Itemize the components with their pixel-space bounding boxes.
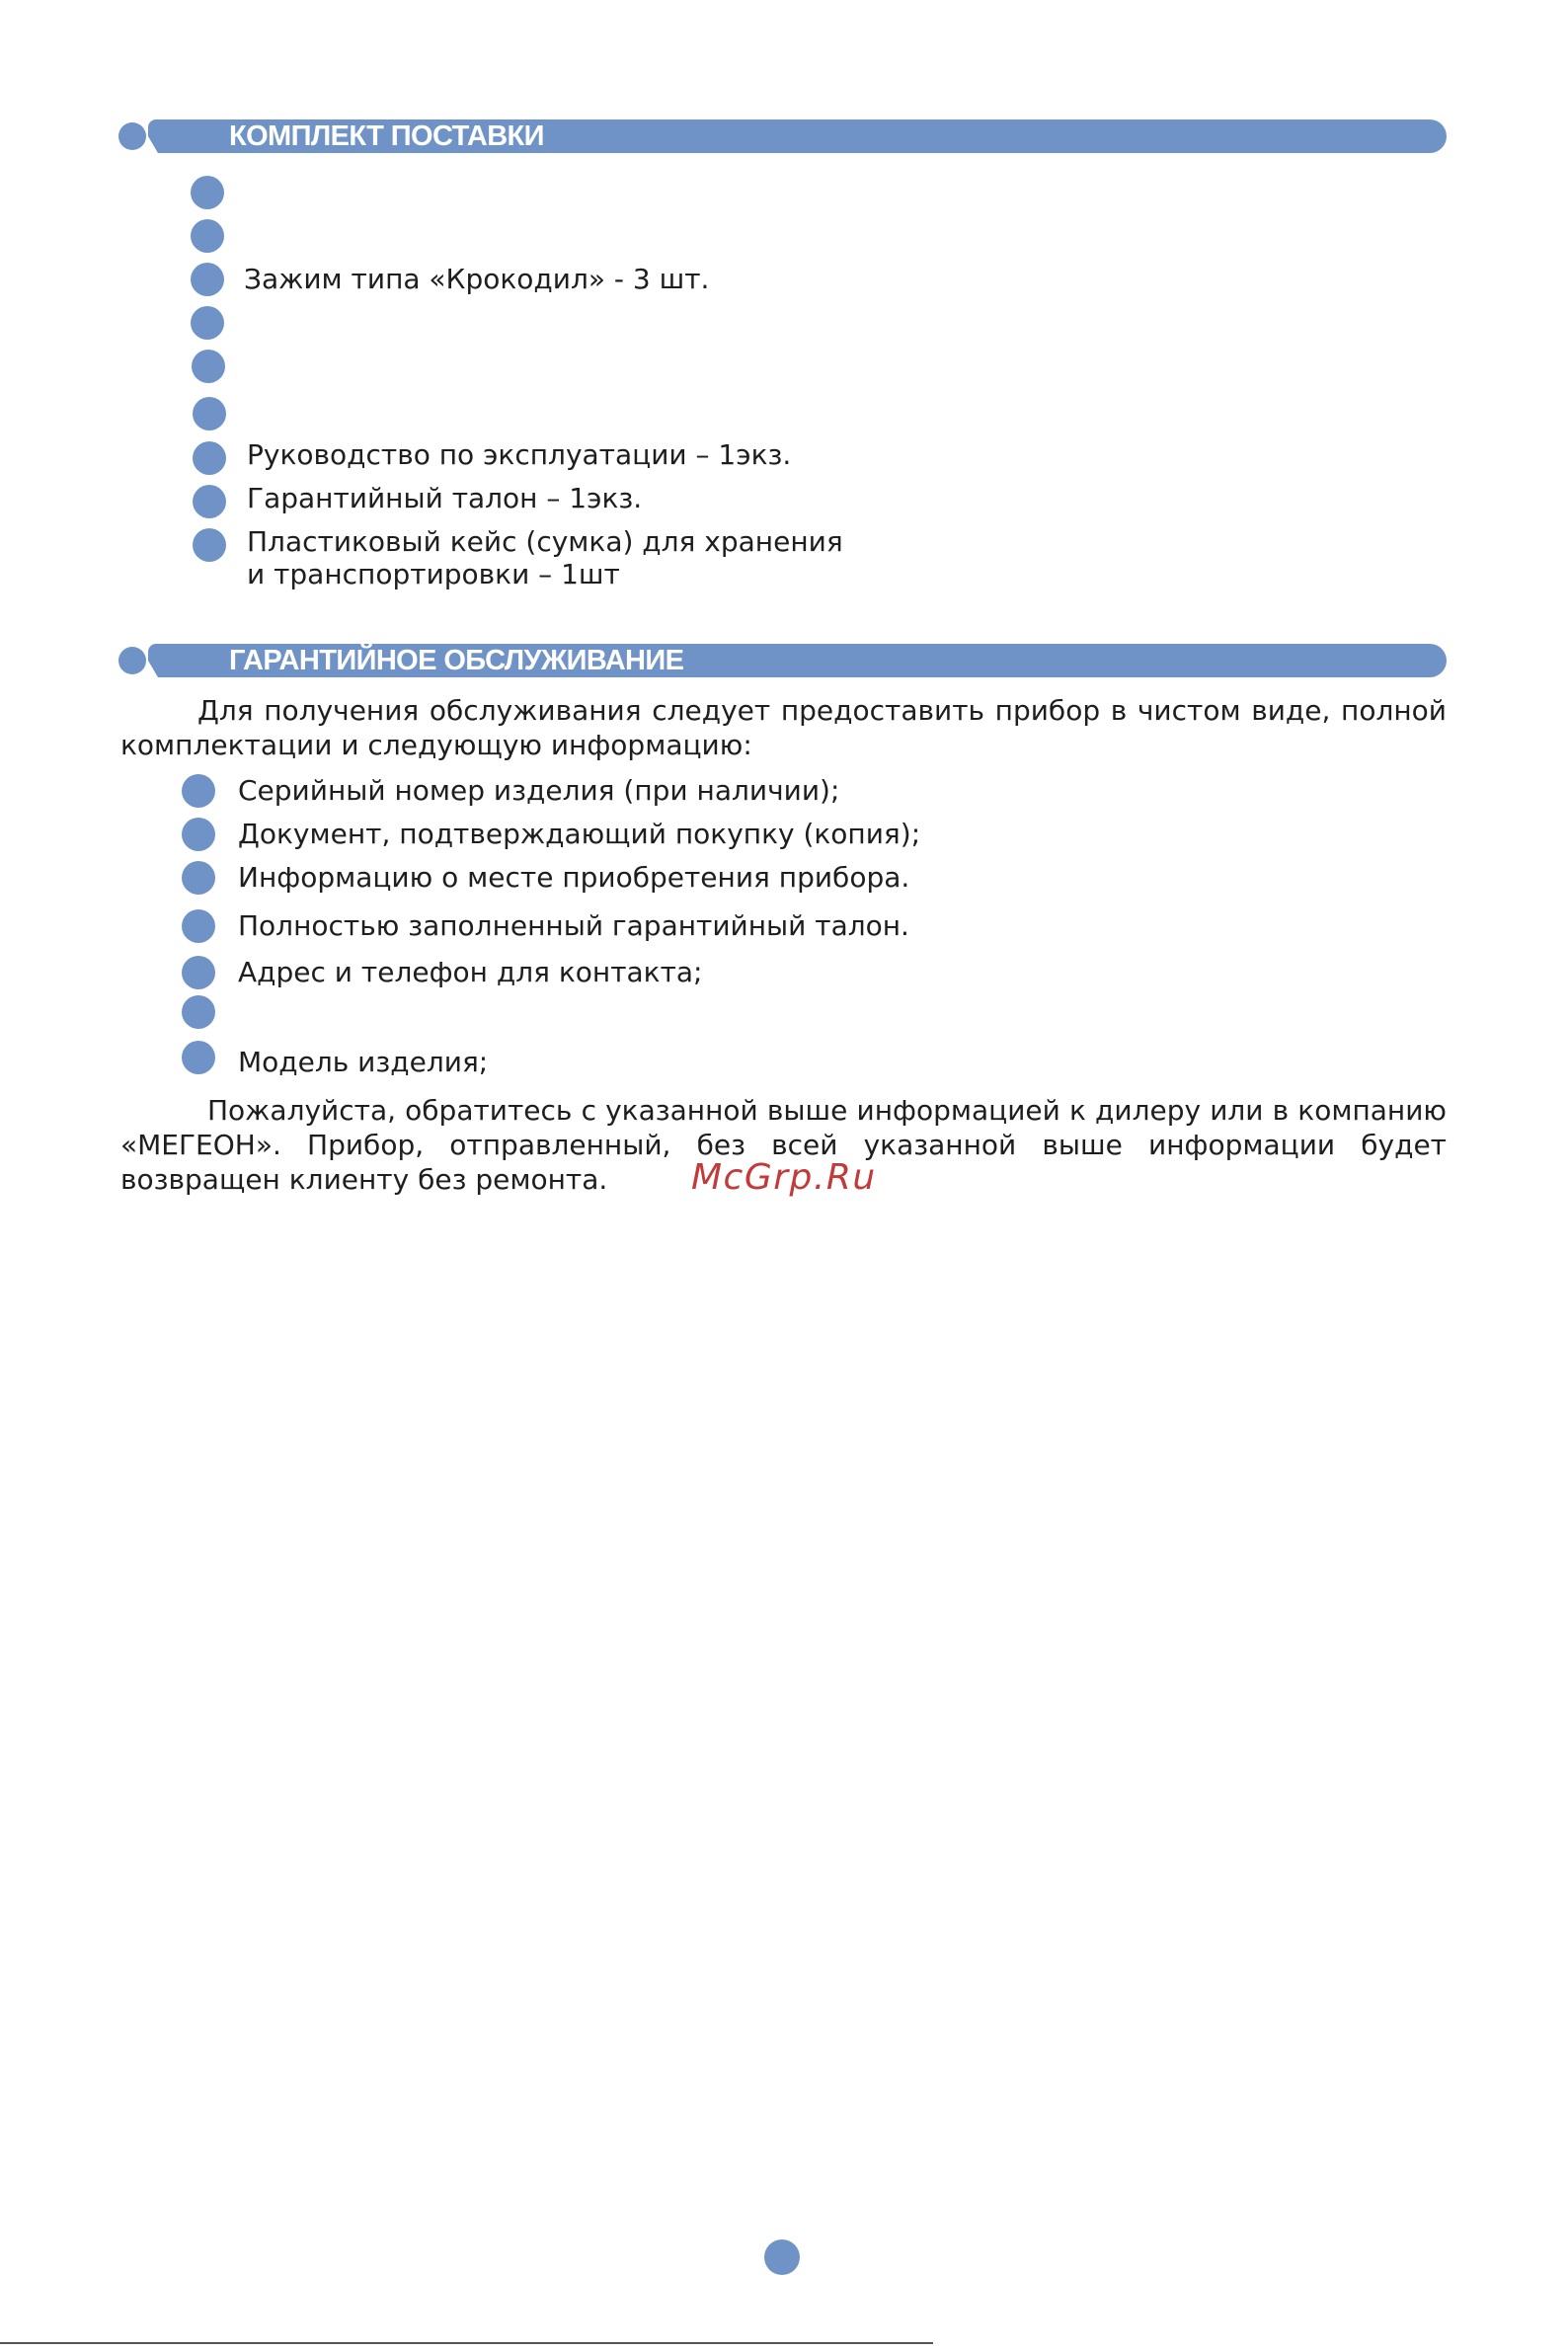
- footer-divider: [0, 2342, 933, 2344]
- section-header-delivery: [118, 119, 1447, 153]
- list-item-text: Адрес и телефон для контакта;: [238, 956, 703, 988]
- list-item-text: Информацию о месте приобретения прибора.: [238, 861, 910, 894]
- bullet: [182, 1041, 215, 1074]
- list-item-text: Модель изделия;: [238, 1046, 489, 1078]
- page-number-dot: [764, 2239, 800, 2275]
- section-title-warranty: ГАРАНТИЙНОЕ ОБСЛУЖИВАНИЕ: [229, 645, 684, 676]
- section-header-dot: [118, 122, 146, 150]
- warranty-closing-text: Пожалуйста, обратитесь с указанной выше информацией к дилеру или в компанию «МЕГЕОН». Прибор, отправленный, без всей указанной выше информации будет возвращен клиенту без ремонта.: [120, 1094, 1447, 1196]
- bullet: [191, 263, 224, 296]
- bullet: [182, 861, 215, 895]
- list-item-text: Зажим типа «Крокодил» - 3 шт.: [244, 263, 710, 295]
- bullet: [191, 219, 224, 253]
- list-item-text-continuation: и транспортировки – 1шт: [247, 558, 620, 590]
- warranty-intro-paragraph: [120, 693, 1447, 762]
- list-item-text: Полностью заполненный гарантийный талон.: [238, 909, 909, 942]
- bullet: [193, 397, 226, 431]
- watermark: McGrp.Ru: [691, 1157, 877, 1198]
- section-header-dot: [118, 647, 146, 674]
- list-item-text: Руководство по эксплуатации – 1экз.: [247, 438, 792, 471]
- bullet: [192, 350, 225, 383]
- list-item-text: Серийный номер изделия (при наличии);: [238, 774, 840, 807]
- bullet: [193, 441, 226, 475]
- section-title-delivery: КОМПЛЕКТ ПОСТАВКИ: [229, 120, 544, 152]
- list-item-text: Пластиковый кейс (сумка) для хранения: [247, 525, 843, 558]
- list-item-text: Гарантийный талон – 1экз.: [247, 482, 643, 514]
- warranty-intro-text: Для получения обслуживания следует предоставить прибор в чистом виде, полной комплектации и следующую информацию:: [120, 694, 1447, 761]
- bullet: [193, 485, 226, 518]
- bullet: [193, 528, 226, 562]
- bullet: [182, 995, 215, 1029]
- bullet: [191, 176, 224, 209]
- bullet: [182, 774, 215, 808]
- section-header-warranty: [118, 644, 1447, 677]
- bullet: [182, 818, 215, 851]
- bullet: [182, 956, 215, 989]
- bullet: [191, 306, 224, 340]
- list-item-text: Документ, подтверждающий покупку (копия);: [238, 818, 921, 850]
- bullet: [182, 909, 215, 943]
